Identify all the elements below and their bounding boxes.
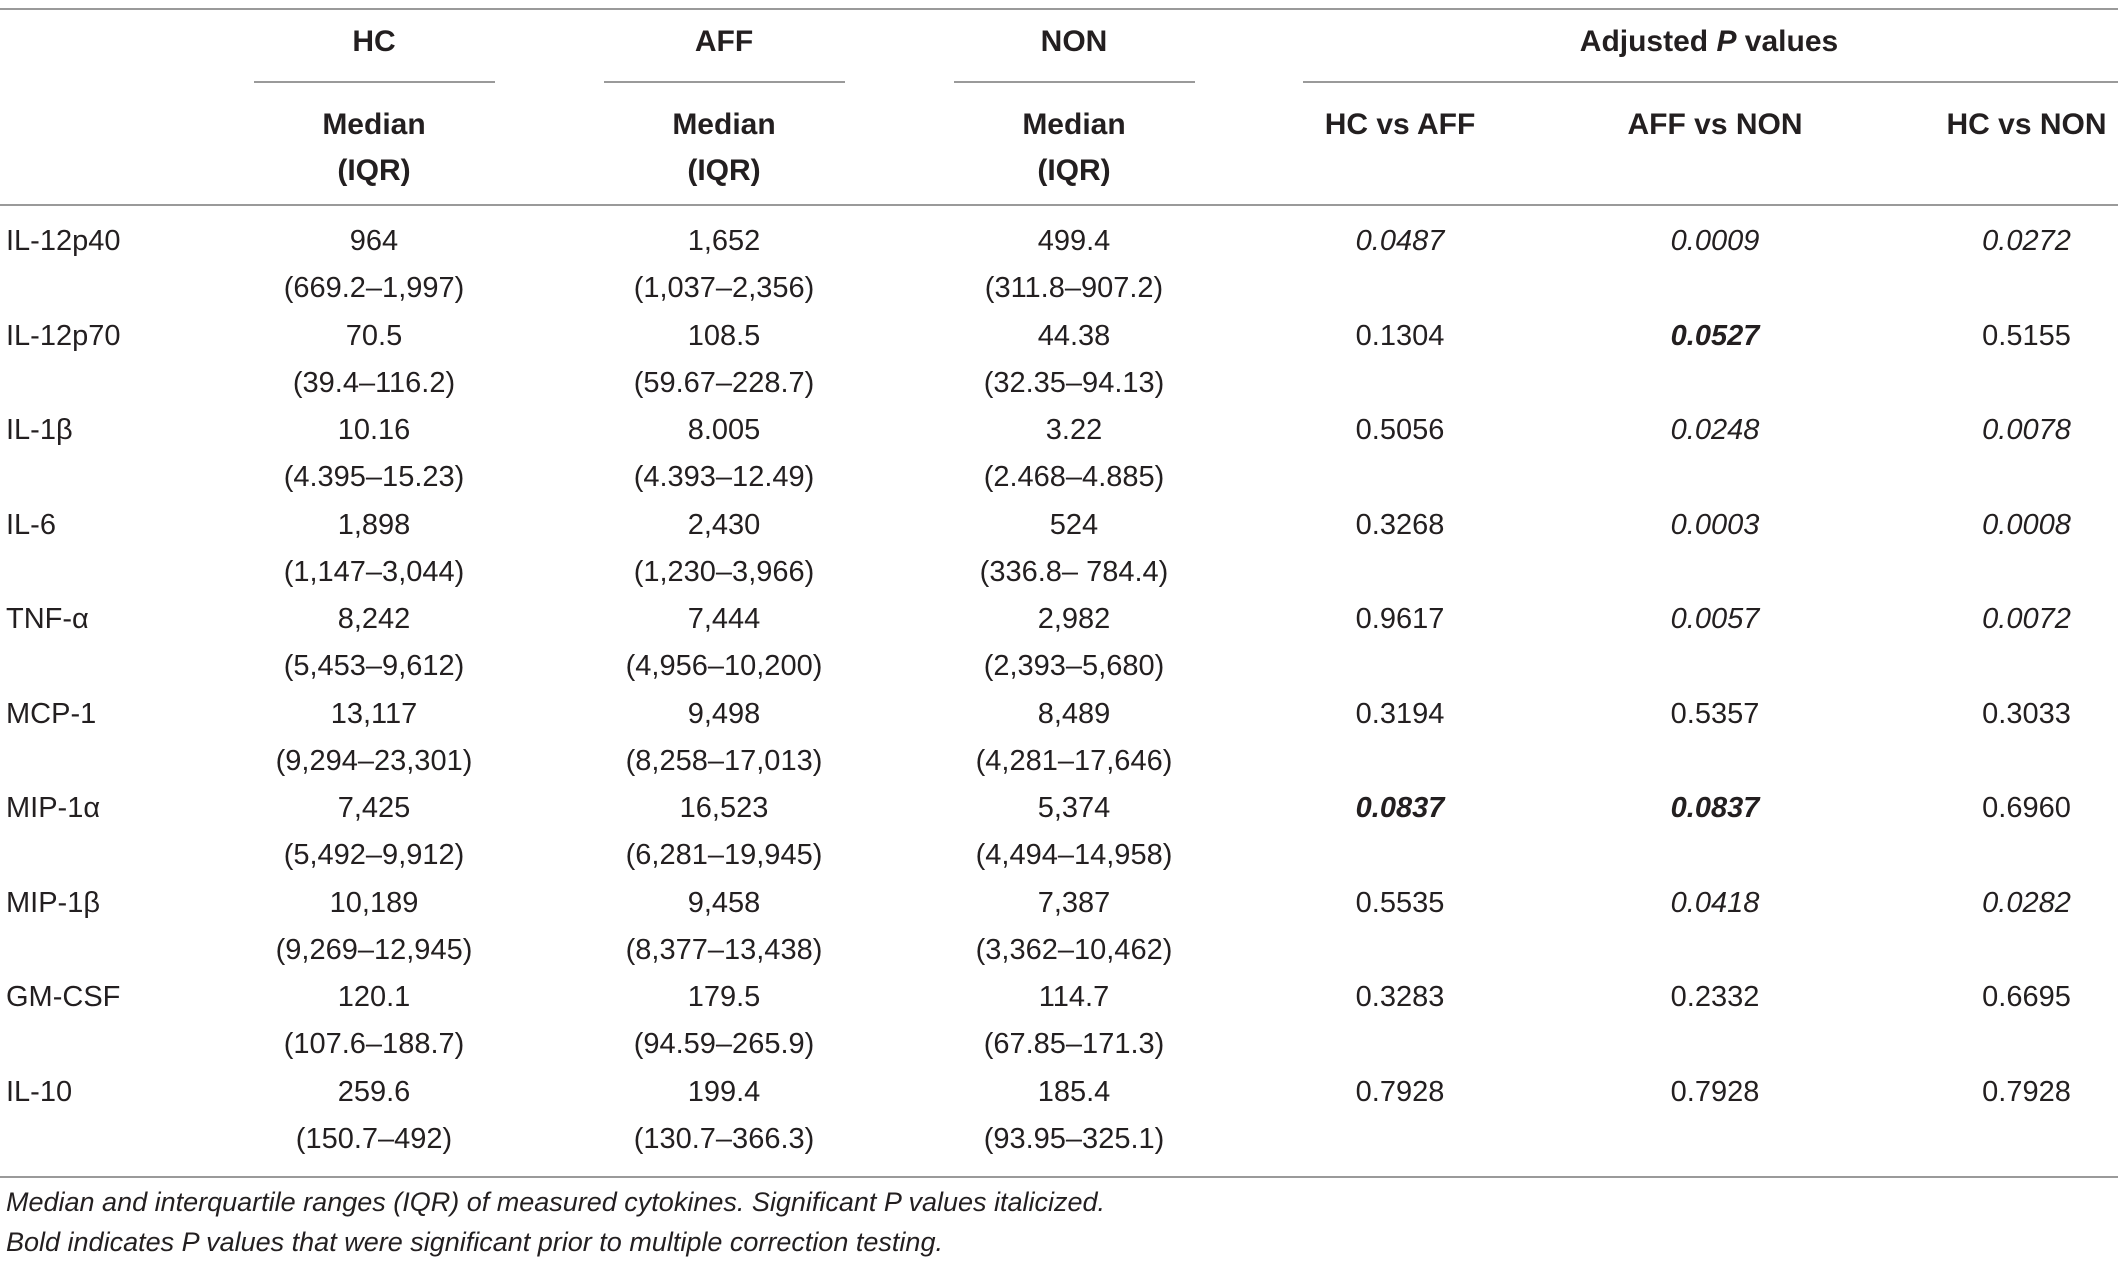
header-bottom-rule [0, 204, 2118, 206]
median-aff: 9,458 [687, 887, 761, 919]
median-non: 8,489 [1037, 698, 1111, 730]
iqr-aff: (8,377–13,438) [625, 934, 823, 966]
median-hc: 120.1 [337, 981, 411, 1013]
median-aff: 8.005 [687, 414, 761, 446]
iqr-aff: (8,258–17,013) [625, 745, 823, 777]
median-hc: 70.5 [345, 320, 403, 352]
subheader-aff: Median (IQR) [672, 108, 776, 187]
p-value-aff-vs-non: 0.0009 [1670, 225, 1760, 257]
row-label: TNF-α [6, 603, 89, 635]
p-value-hc-vs-aff: 0.0487 [1355, 225, 1445, 257]
subheader-aff-vs-non: AFF vs NON [1627, 108, 1803, 141]
iqr-non: (2.468–4.885) [983, 461, 1165, 493]
iqr-non: (3,362–10,462) [975, 934, 1173, 966]
row-label: IL-12p40 [6, 225, 121, 257]
iqr-aff: (130.7–366.3) [633, 1123, 815, 1155]
p-value-hc-vs-non: 0.7928 [1982, 1076, 2071, 1108]
median-non: 7,387 [1037, 887, 1111, 919]
p-value-hc-vs-aff: 0.9617 [1355, 603, 1445, 635]
iqr-hc: (150.7–492) [295, 1123, 453, 1155]
iqr-hc: (1,147–3,044) [283, 556, 465, 588]
iqr-hc: (4.395–15.23) [283, 461, 465, 493]
p-value-hc-vs-aff: 0.3283 [1355, 981, 1445, 1013]
median-non: 3.22 [1045, 414, 1103, 446]
iqr-non: (4,281–17,646) [975, 745, 1173, 777]
footnote-1: Median and interquartile ranges (IQR) of measured cytokines. Significant P values italicized. [6, 1187, 1106, 1217]
iqr-aff: (94.59–265.9) [633, 1028, 815, 1060]
header-adjusted-underline [1303, 81, 2118, 83]
iqr-hc: (5,492–9,912) [283, 839, 465, 871]
row-label: MIP-1α [6, 792, 101, 824]
median-aff: 1,652 [687, 225, 761, 257]
subheader-hc-vs-aff: HC vs AFF [1324, 108, 1476, 141]
iqr-aff: (1,230–3,966) [633, 556, 815, 588]
median-aff: 7,444 [687, 603, 761, 635]
iqr-hc: (107.6–188.7) [283, 1028, 465, 1060]
median-hc: 10.16 [337, 414, 411, 446]
row-label: GM-CSF [6, 981, 121, 1013]
median-non: 114.7 [1038, 981, 1110, 1013]
iqr-non: (32.35–94.13) [983, 367, 1165, 399]
subheader-hc-vs-non: HC vs NON [1946, 108, 2107, 141]
iqr-aff: (4,956–10,200) [625, 650, 823, 682]
median-aff: 9,498 [687, 698, 761, 730]
median-aff: 16,523 [679, 792, 769, 824]
header-aff: AFF [694, 25, 754, 58]
median-hc: 13,117 [330, 698, 418, 730]
p-value-aff-vs-non: 0.5357 [1670, 698, 1760, 730]
p-value-aff-vs-non: 0.0527 [1670, 320, 1760, 352]
iqr-non: (4,494–14,958) [975, 839, 1173, 871]
p-value-hc-vs-non: 0.6960 [1982, 792, 2071, 824]
iqr-hc: (669.2–1,997) [283, 272, 465, 304]
p-value-aff-vs-non: 0.2332 [1670, 981, 1760, 1013]
iqr-aff: (1,037–2,356) [633, 272, 815, 304]
median-hc: 964 [349, 225, 399, 257]
row-label: IL-6 [6, 509, 56, 541]
header-hc-underline [254, 81, 495, 83]
p-value-aff-vs-non: 0.7928 [1670, 1076, 1760, 1108]
table-top-rule [0, 8, 2118, 10]
median-aff: 2,430 [687, 509, 761, 541]
p-value-hc-vs-non: 0.0072 [1982, 603, 2071, 635]
median-non: 185.4 [1037, 1076, 1111, 1108]
iqr-non: (67.85–171.3) [983, 1028, 1165, 1060]
header-adjusted-p: Adjusted P values [1579, 25, 1839, 58]
iqr-non: (311.8–907.2) [984, 272, 1164, 304]
iqr-non: (336.8– 784.4) [979, 556, 1169, 588]
p-value-hc-vs-aff: 0.0837 [1355, 792, 1445, 824]
median-aff: 108.5 [687, 320, 761, 352]
header-non-underline [954, 81, 1195, 83]
median-non: 44.38 [1037, 320, 1111, 352]
median-non: 524 [1049, 509, 1099, 541]
p-value-hc-vs-non: 0.5155 [1982, 320, 2071, 352]
median-aff: 179.5 [687, 981, 761, 1013]
subheader-hc: Median (IQR) [322, 108, 426, 187]
median-non: 499.4 [1037, 225, 1111, 257]
p-value-aff-vs-non: 0.0248 [1670, 414, 1760, 446]
iqr-hc: (39.4–116.2) [292, 367, 456, 399]
p-value-hc-vs-non: 0.0008 [1982, 509, 2071, 541]
iqr-non: (2,393–5,680) [983, 650, 1165, 682]
header-aff-underline [604, 81, 845, 83]
row-label: MCP-1 [6, 698, 97, 730]
p-value-hc-vs-aff: 0.1304 [1355, 320, 1445, 352]
row-label: MIP-1β [6, 887, 101, 919]
row-label: IL-10 [6, 1076, 73, 1108]
median-aff: 199.4 [687, 1076, 761, 1108]
p-value-hc-vs-aff: 0.5056 [1355, 414, 1445, 446]
p-value-hc-vs-non: 0.3033 [1982, 698, 2071, 730]
median-hc: 7,425 [337, 792, 411, 824]
p-value-hc-vs-aff: 0.5535 [1355, 887, 1445, 919]
footnote-2: Bold indicates P values that were significant prior to multiple correction testing. [6, 1227, 943, 1257]
iqr-hc: (5,453–9,612) [283, 650, 465, 682]
row-label: IL-12p70 [6, 320, 121, 352]
p-value-hc-vs-non: 0.0078 [1982, 414, 2071, 446]
p-value-aff-vs-non: 0.0003 [1670, 509, 1760, 541]
median-hc: 8,242 [337, 603, 411, 635]
iqr-non: (93.95–325.1) [983, 1123, 1165, 1155]
iqr-aff: (6,281–19,945) [625, 839, 823, 871]
p-value-aff-vs-non: 0.0418 [1670, 887, 1760, 919]
iqr-aff: (59.67–228.7) [633, 367, 815, 399]
p-value-hc-vs-aff: 0.3194 [1355, 698, 1445, 730]
header-non: NON [1040, 25, 1108, 58]
row-label: IL-1β [6, 414, 73, 446]
subheader-non: Median (IQR) [1022, 108, 1126, 187]
median-hc: 1,898 [337, 509, 411, 541]
median-hc: 10,189 [329, 887, 419, 919]
iqr-aff: (4.393–12.49) [633, 461, 815, 493]
p-value-aff-vs-non: 0.0057 [1670, 603, 1760, 635]
median-hc: 259.6 [337, 1076, 411, 1108]
median-non: 5,374 [1037, 792, 1111, 824]
iqr-hc: (9,269–12,945) [275, 934, 473, 966]
p-value-hc-vs-aff: 0.3268 [1355, 509, 1445, 541]
p-value-hc-vs-non: 0.0282 [1982, 887, 2071, 919]
p-value-aff-vs-non: 0.0837 [1670, 792, 1760, 824]
iqr-hc: (9,294–23,301) [275, 745, 473, 777]
table-bottom-rule [0, 1176, 2118, 1178]
header-hc: HC [352, 25, 396, 58]
median-non: 2,982 [1037, 603, 1111, 635]
p-value-hc-vs-non: 0.0272 [1982, 225, 2071, 257]
p-value-hc-vs-aff: 0.7928 [1355, 1076, 1445, 1108]
p-value-hc-vs-non: 0.6695 [1982, 981, 2071, 1013]
